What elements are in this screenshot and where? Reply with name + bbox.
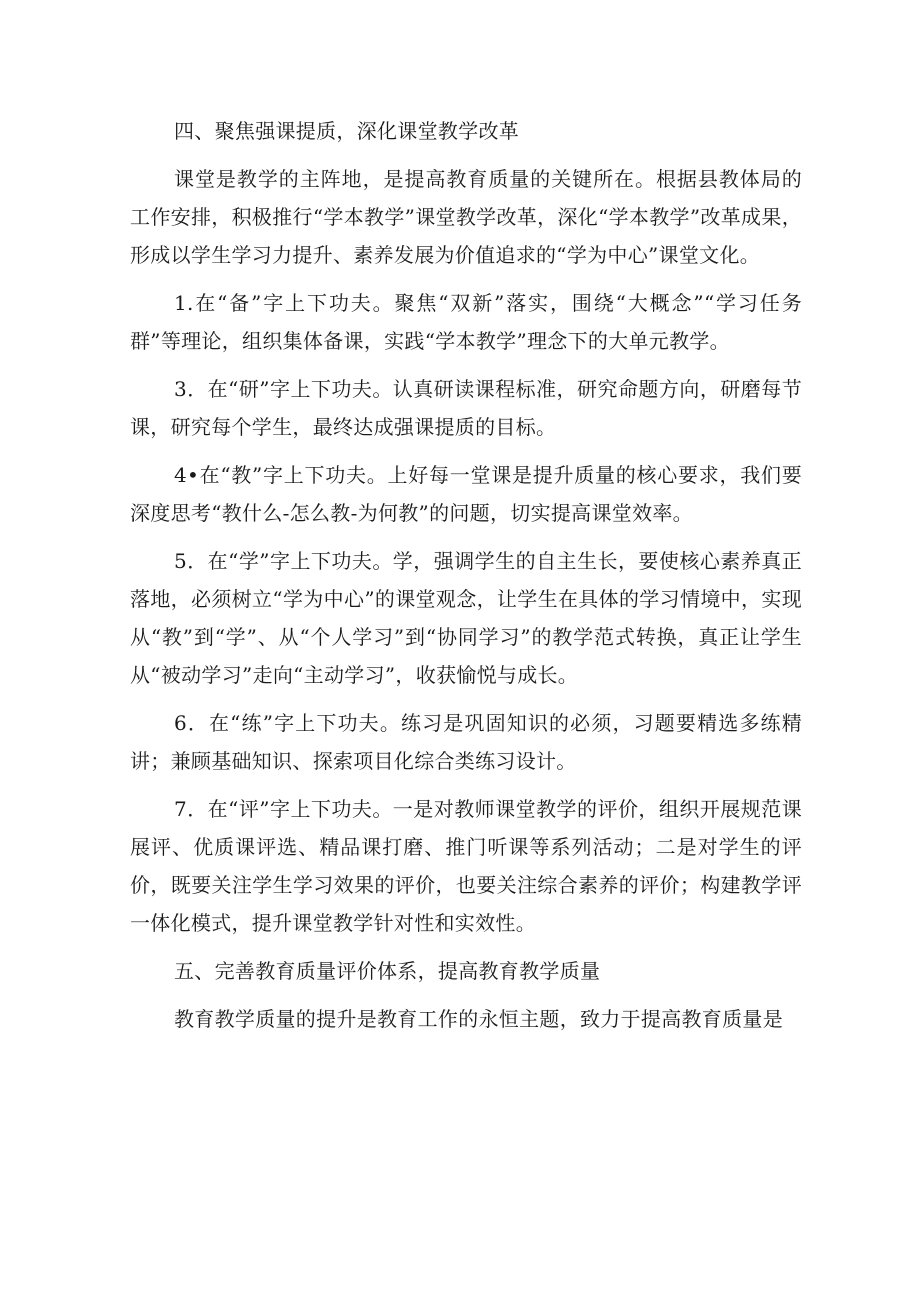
paragraph-item-5: 5．在“学”字上下功夫。学，强调学生的自主生长，要使核心素养真正落地，必须树立“学为中心”的课堂观念，让学生在具体的学习情境中，实现从“教”到“学”、从“个人学习”到“协同学习”的教学范式转换，真正让学生从“被动学习”走向“主动学习”，收获愉悦与成长。 xyxy=(130,549,802,687)
document-body xyxy=(130,112,802,1048)
paragraph-intro: 课堂是教学的主阵地，是提高教育质量的关键所在。根据县教体局的工作安排，积极推行“学本教学”课堂教学改革，深化“学本教学”改革成果，形成以学生学习力提升、素养发展为价值追求的“学为中心”课堂文化。 xyxy=(130,167,802,267)
paragraph-item-1: 1.在“备”字上下功夫。聚焦“双新”落实，围绕“大概念”“学习任务群”等理论，组织集体备课，实践“学本教学”理念下的大单元教学。 xyxy=(130,291,802,353)
section-heading-5: 五、完善教育质量评价体系，提高教育教学质量 xyxy=(174,959,601,983)
paragraph-item-7: 7．在“评”字上下功夫。一是对教师课堂教学的评价，组织开展规范课展评、优质课评选、精品课打磨、推门听课等系列活动；二是对学生的评价，既要关注学生学习效果的评价，也要关注综合素养的评价；构建教学评一体化模式，提升课堂教学针对性和实效性。 xyxy=(130,797,802,935)
paragraph-item-6: 6．在“练”字上下功夫。练习是巩固知识的必须，习题要精选多练精讲；兼顾基础知识、探索项目化综合类练习设计。 xyxy=(130,711,802,773)
paragraph-item-4: 4•在“教”字上下功夫。上好每一堂课是提升质量的核心要求，我们要深度思考“教什么-怎么教-为何教”的问题，切实提高课堂效率。 xyxy=(130,463,802,525)
paragraph-section5-intro: 教育教学质量的提升是教育工作的永恒主题，致力于提高教育质量是 xyxy=(174,1007,783,1031)
paragraph-item-3: 3．在“研”字上下功夫。认真研读课程标准，研究命题方向，研磨每节课，研究每个学生，最终达成强课提质的目标。 xyxy=(130,377,802,439)
section-heading-4: 四、聚焦强课提质，深化课堂教学改革 xyxy=(174,119,520,143)
